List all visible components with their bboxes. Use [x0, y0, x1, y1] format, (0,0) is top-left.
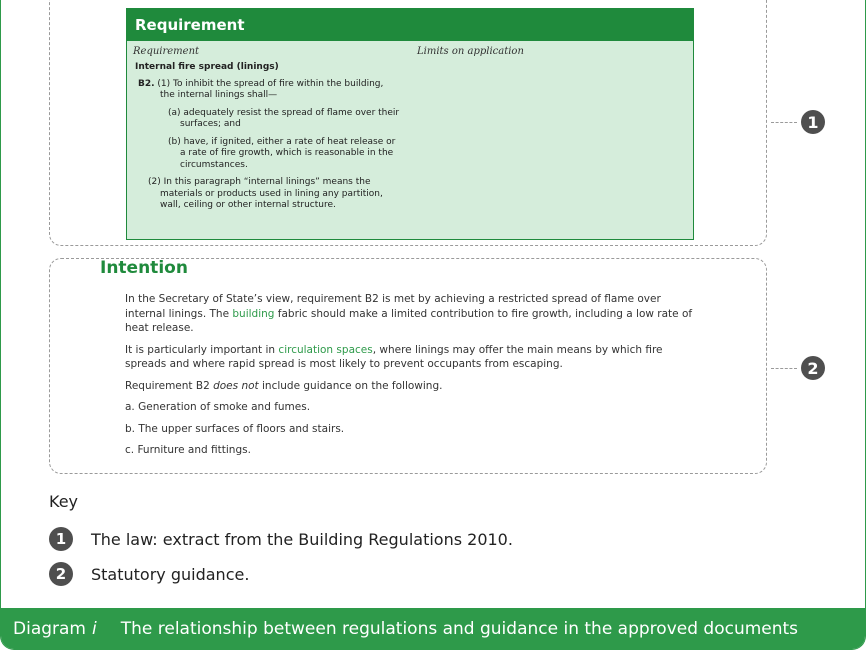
diagram-number: i — [92, 619, 97, 639]
paragraph-b: (b) have, if ignited, either a rate of heat release or a rate of fire growth, which is reasonable in the circumstances. — [168, 136, 396, 170]
intention-p2-start: It is particularly important in — [125, 343, 279, 356]
callout-2-leader — [771, 368, 797, 369]
column-limits: Limits on application — [417, 46, 524, 57]
intention-p2-end: , where linings may offer the main means by which fire spreads and where rapid spread is most likely to prevent occupants from escaping. — [125, 343, 663, 370]
intention-paragraph-2 — [125, 343, 695, 372]
intention-title: Intention — [100, 258, 188, 278]
paragraph-2: (2) In this paragraph “internal linings” means the materials or products used in lining any partition, wall, ceiling or other internal structure. — [148, 177, 383, 210]
requirement-title: Requirement — [127, 9, 693, 41]
building-link[interactable]: building — [232, 307, 275, 320]
intention-p3-end: include guidance on the following. — [258, 379, 443, 392]
paragraph-1-text: (1) To inhibit the spread of fire within the building, the internal linings shall— — [157, 78, 384, 100]
paragraph-1 — [135, 79, 400, 102]
diagram-caption-bar — [1, 608, 866, 650]
number-1-icon: 1 — [49, 527, 73, 551]
diagram-label: Diagram — [13, 619, 86, 639]
callout-1 — [771, 110, 825, 134]
key-item-2 — [49, 562, 249, 586]
intention-p1-end: fabric should make a limited contribution to fire growth, including a low rate of heat release. — [125, 307, 693, 334]
key-item-1-text: The law: extract from the Building Regulations 2010. — [91, 529, 513, 549]
intention-paragraph-3 — [125, 379, 695, 394]
intention-p3-emphasis: does not — [213, 379, 259, 392]
list-item: c. Furniture and fittings. — [125, 444, 251, 456]
intention-body — [125, 292, 695, 465]
number-2-icon: 2 — [49, 562, 73, 586]
key-item-2-text: Statutory guidance. — [91, 564, 250, 584]
number-2-icon: 2 — [801, 356, 825, 380]
list-item: b. The upper surfaces of floors and stairs. — [125, 422, 345, 435]
callout-2 — [771, 356, 825, 380]
paragraph-a: (a) adequately resist the spread of flame over their surfaces; and — [168, 107, 400, 129]
diagram-caption: The relationship between regulations and guidance in the approved documents — [120, 619, 799, 639]
requirement-paragraphs — [135, 79, 400, 212]
callout-1-leader — [771, 122, 797, 123]
key-item-1 — [49, 527, 513, 551]
requirement-text — [127, 62, 693, 212]
intention-p1-start: In the Secretary of State’s view, requirement B2 is met by achieving a restricted spread of flame over internal linings. The — [125, 293, 661, 320]
number-1-icon: 1 — [801, 110, 825, 134]
b2-label: B2. — [138, 78, 155, 89]
key-title: Key — [49, 492, 79, 511]
requirement-subheading: Internal fire spread (linings) — [135, 62, 279, 72]
column-requirement: Requirement — [133, 46, 200, 57]
requirement-columns — [127, 41, 693, 59]
list-item: a. Generation of smoke and fumes. — [125, 401, 311, 413]
requirement-box — [126, 8, 694, 240]
intention-paragraph-1 — [125, 292, 695, 336]
intention-p3-start: Requirement B2 — [125, 379, 214, 392]
circulation-spaces-link[interactable]: circulation spaces — [278, 343, 373, 356]
